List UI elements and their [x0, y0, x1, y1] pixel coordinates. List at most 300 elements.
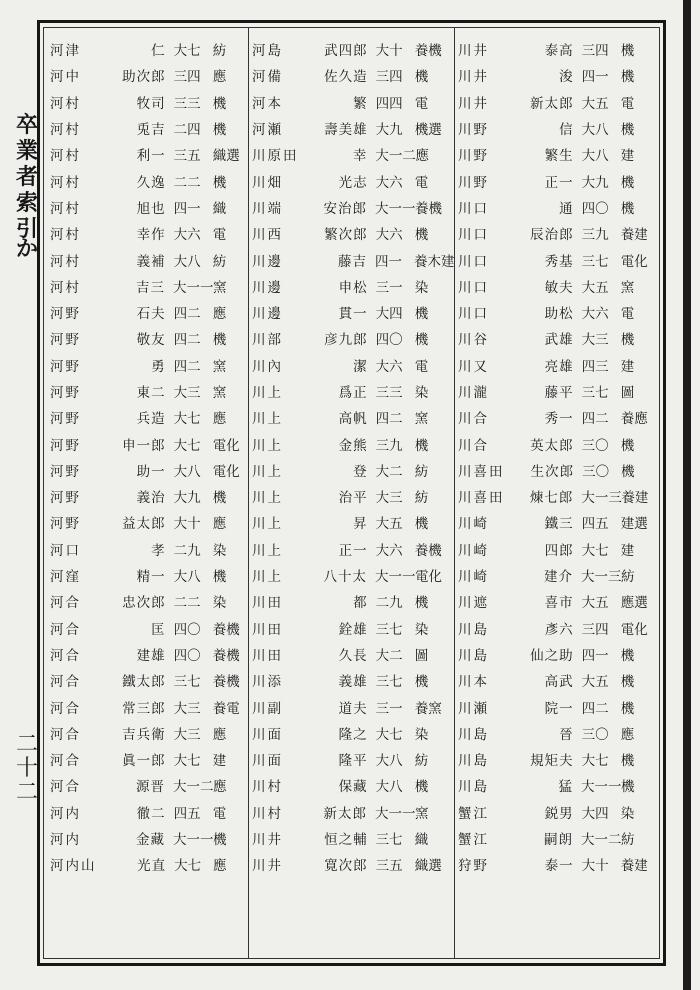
surname: 川合	[458, 411, 489, 428]
given-name: 金藏	[135, 832, 165, 849]
index-entry	[50, 430, 250, 456]
surname: 河野	[50, 516, 81, 533]
department: 染	[414, 279, 429, 296]
index-entry	[50, 562, 250, 588]
index-entry	[252, 457, 452, 483]
index-entry	[458, 483, 658, 509]
index-entry	[252, 667, 452, 693]
surname: 川田	[252, 621, 283, 638]
department: 機	[620, 674, 635, 691]
surname: 川本	[458, 674, 489, 691]
given-name: 武雄	[544, 332, 574, 349]
section-kana: か	[15, 236, 38, 262]
surname: 河村	[50, 148, 81, 165]
given-name: 高帆	[338, 411, 368, 428]
index-entry	[252, 720, 452, 746]
index-entry	[458, 220, 658, 246]
given-name: 忠次郎	[122, 595, 166, 612]
graduation-year: 大九	[173, 490, 201, 507]
index-entry	[458, 746, 658, 772]
index-entry	[50, 220, 250, 246]
index-entry	[50, 799, 250, 825]
given-name: 生次郎	[530, 463, 575, 480]
graduation-year: 三九	[581, 227, 609, 244]
given-name: 建介	[543, 569, 573, 586]
index-entry	[50, 746, 250, 772]
graduation-year: 大七	[173, 437, 201, 454]
graduation-year: 大七	[375, 726, 403, 743]
given-name: 都	[353, 595, 368, 612]
department: 窯	[212, 279, 227, 296]
graduation-year: 大一一	[172, 832, 214, 849]
graduation-year: 四五	[581, 516, 609, 533]
surname: 川上	[252, 516, 283, 533]
given-name: 喜市	[544, 595, 574, 612]
graduation-year: 大一一	[374, 200, 416, 217]
given-name: 晉	[559, 726, 574, 743]
index-entry	[252, 509, 452, 535]
graduation-year: 大二	[375, 463, 403, 480]
given-name: 繁次郎	[324, 227, 368, 244]
given-name: 常三郎	[122, 700, 166, 717]
given-name: 藤平	[544, 385, 574, 401]
given-name: 吉三	[135, 279, 165, 296]
department: 電	[212, 227, 227, 244]
given-name: 幸作	[136, 227, 166, 244]
given-name: 彦九郎	[324, 332, 368, 349]
surname: 河野	[50, 490, 81, 507]
graduation-year: 三七	[581, 253, 609, 270]
graduation-year: 四〇	[173, 647, 201, 664]
index-entry	[252, 299, 452, 325]
given-name: 兎吉	[136, 122, 166, 139]
index-entry	[50, 404, 250, 430]
given-name: 正一	[338, 542, 368, 559]
surname: 河合	[50, 726, 81, 743]
index-entry	[252, 89, 452, 115]
graduation-year: 大六	[173, 227, 201, 244]
given-name: 貫一	[338, 306, 368, 323]
graduation-year: 大五	[581, 95, 609, 112]
surname: 川上	[252, 490, 283, 507]
index-entry	[252, 378, 452, 404]
graduation-year: 四一	[173, 200, 201, 217]
department: 應選	[620, 595, 648, 612]
surname: 川上	[252, 463, 283, 480]
surname: 川井	[458, 95, 489, 112]
department: 應	[212, 411, 227, 428]
index-entry	[50, 299, 250, 325]
department: 機	[212, 832, 227, 849]
surname: 川田	[252, 647, 283, 664]
surname: 川原田	[252, 148, 299, 165]
index-entry	[50, 115, 250, 141]
given-name: 壽美雄	[324, 122, 368, 139]
graduation-year: 四一	[581, 69, 609, 86]
index-entry	[458, 615, 658, 641]
department: 養建	[621, 490, 649, 507]
graduation-year: 大一一	[374, 805, 416, 822]
graduation-year: 二九	[173, 542, 201, 559]
index-entry	[252, 62, 452, 88]
graduation-year: 大一一	[374, 569, 416, 586]
surname: 河村	[50, 227, 81, 244]
index-entry	[458, 141, 658, 167]
given-name: 兵造	[136, 411, 166, 428]
index-entry	[252, 167, 452, 193]
index-entry	[50, 246, 250, 272]
index-entry	[50, 457, 250, 483]
index-entry	[252, 772, 452, 798]
department: 窯	[414, 805, 429, 822]
surname: 川口	[458, 227, 489, 244]
graduation-year: 大九	[581, 174, 609, 191]
index-entry	[458, 588, 658, 614]
given-name: 正一	[544, 174, 574, 191]
surname: 河野	[50, 411, 81, 428]
department: 養建	[620, 858, 648, 875]
index-entry	[458, 378, 658, 404]
index-entry	[50, 667, 250, 693]
given-name: 隆平	[338, 753, 368, 770]
given-name: 昇	[353, 516, 368, 533]
given-name: 新太郎	[323, 805, 367, 822]
index-entry	[458, 772, 658, 798]
department: 機	[620, 753, 635, 770]
department: 機	[620, 437, 635, 454]
graduation-year: 四〇	[173, 621, 201, 638]
graduation-year: 三九	[375, 437, 403, 454]
department: 機	[620, 122, 635, 139]
department: 養機	[414, 542, 442, 559]
given-name: 亮雄	[544, 358, 574, 375]
index-entry	[252, 588, 452, 614]
surname: 川面	[252, 753, 283, 770]
graduation-year: 三七	[581, 385, 609, 401]
surname: 川邊	[252, 279, 283, 296]
department: 建選	[620, 516, 648, 533]
department: 機	[620, 200, 635, 217]
given-name: 佐久造	[324, 69, 368, 86]
given-name: 久逸	[136, 174, 166, 191]
given-name: 利一	[136, 148, 166, 165]
given-name: 彥六	[544, 621, 574, 638]
index-entry	[458, 167, 658, 193]
index-title: 卒 業 者 索 引	[15, 112, 38, 242]
index-entry	[50, 167, 250, 193]
given-name: 登	[353, 463, 368, 480]
given-name: 隆之	[338, 726, 368, 743]
surname: 川又	[458, 358, 489, 375]
surname: 川島	[458, 647, 489, 664]
surname: 河口	[50, 542, 81, 559]
surname: 川上	[252, 437, 283, 454]
graduation-year: 大一一	[172, 279, 214, 296]
graduation-year: 大四	[581, 805, 609, 822]
page-number: 二 十 二	[15, 732, 38, 805]
surname: 河中	[50, 69, 81, 86]
surname: 河村	[50, 200, 81, 217]
surname: 河津	[50, 43, 81, 60]
department: 養機	[414, 43, 442, 60]
given-name: 寛次郎	[324, 858, 368, 875]
department: 電化	[620, 253, 648, 270]
graduation-year: 大九	[375, 122, 403, 139]
index-entry	[458, 693, 658, 719]
index-entry	[252, 851, 452, 877]
graduation-year: 大七	[173, 753, 201, 770]
graduation-year: 大七	[581, 542, 609, 559]
department: 機	[620, 43, 635, 60]
department: 機	[620, 174, 635, 191]
given-name: 通	[559, 200, 574, 217]
surname: 川上	[252, 542, 283, 559]
graduation-year: 二四	[173, 122, 201, 139]
surname: 河野	[50, 463, 81, 480]
department: 電	[414, 174, 429, 191]
given-name: 四郎	[544, 542, 574, 559]
index-entry	[50, 89, 250, 115]
surname: 川崎	[458, 516, 489, 533]
department: 應	[212, 69, 227, 86]
graduation-year: 三三	[173, 95, 201, 112]
department: 織	[414, 832, 429, 849]
department: 應	[212, 726, 227, 743]
department: 紡	[620, 569, 635, 586]
surname: 川喜田	[458, 463, 505, 480]
given-name: 旭也	[136, 200, 166, 217]
surname: 河内	[50, 832, 81, 849]
surname: 河野	[50, 358, 81, 375]
index-entry	[50, 720, 250, 746]
given-name: 仁	[151, 43, 166, 60]
department: 紡	[212, 43, 227, 60]
department: 窯	[212, 385, 227, 401]
surname: 川添	[252, 674, 283, 691]
index-entry	[50, 693, 250, 719]
surname: 蟹江	[458, 805, 489, 822]
department: 建	[620, 148, 635, 165]
department: 機	[414, 332, 429, 349]
index-entry	[252, 404, 452, 430]
surname: 河内山	[50, 858, 97, 875]
surname: 川上	[252, 569, 283, 586]
graduation-year: 四一	[375, 253, 402, 270]
given-name: 源晋	[135, 779, 165, 796]
surname: 川口	[458, 253, 489, 270]
department: 應	[212, 779, 227, 796]
given-name: 助松	[544, 306, 574, 323]
index-entry	[458, 404, 658, 430]
graduation-year: 二九	[375, 595, 403, 612]
surname: 川邊	[252, 253, 283, 270]
graduation-year: 大三	[173, 700, 201, 717]
graduation-year: 大五	[375, 516, 403, 533]
department: 圖	[620, 385, 635, 401]
graduation-year: 大二	[375, 647, 403, 664]
graduation-year: 大一二	[580, 832, 622, 849]
surname: 川野	[458, 148, 489, 165]
index-entry	[50, 509, 250, 535]
given-name: 泰高	[544, 43, 574, 60]
department: 織選	[414, 858, 442, 875]
graduation-year: 大六	[581, 306, 609, 323]
index-entry	[252, 615, 452, 641]
surname: 川端	[252, 200, 283, 217]
department: 機	[414, 306, 429, 323]
index-entry	[458, 62, 658, 88]
surname: 川崎	[458, 569, 489, 586]
surname: 河野	[50, 437, 81, 454]
surname: 河野	[50, 306, 81, 323]
department: 機	[621, 463, 635, 480]
given-name: 久長	[338, 647, 368, 664]
department: 機	[414, 227, 429, 244]
department: 電化	[620, 621, 648, 638]
graduation-year: 大七	[173, 43, 201, 60]
graduation-year: 大三	[173, 726, 201, 743]
graduation-year: 大三	[173, 385, 201, 401]
department: 養機	[212, 647, 240, 664]
index-entry	[50, 615, 250, 641]
surname: 川井	[458, 69, 489, 86]
department: 染	[414, 385, 429, 401]
index-entry	[50, 141, 250, 167]
index-entry	[458, 325, 658, 351]
given-name: 規矩夫	[530, 753, 574, 770]
graduation-year: 大十	[173, 516, 201, 533]
surname: 河窪	[50, 569, 81, 586]
index-entry	[458, 194, 658, 220]
graduation-year: 大三	[581, 332, 609, 349]
index-entry	[50, 62, 250, 88]
department: 電化	[212, 437, 240, 454]
given-name: 恒之輔	[324, 832, 368, 849]
surname: 河内	[50, 805, 81, 822]
department: 機	[620, 647, 635, 664]
graduation-year: 四二	[581, 411, 609, 428]
surname: 川喜田	[458, 490, 505, 507]
graduation-year: 大八	[173, 253, 201, 270]
department: 機	[212, 569, 227, 586]
given-name: 猛	[558, 779, 573, 796]
given-name: 吉兵衛	[122, 726, 166, 743]
surname: 川內	[252, 358, 283, 375]
given-name: 金熊	[338, 437, 368, 454]
index-entry	[252, 36, 452, 62]
surname: 川島	[458, 753, 489, 770]
given-name: 東二	[136, 385, 166, 401]
index-entry	[252, 825, 452, 851]
surname: 河備	[252, 69, 283, 86]
graduation-year: 三一	[375, 279, 403, 296]
index-entry	[252, 536, 452, 562]
surname: 川畑	[252, 174, 283, 191]
index-entry	[252, 430, 452, 456]
graduation-year: 三〇	[581, 726, 609, 743]
department: 紡	[414, 490, 429, 507]
column-divider	[454, 28, 455, 958]
given-name: 申松	[338, 279, 368, 296]
given-name: 精一	[136, 569, 166, 586]
department: 機	[414, 516, 429, 533]
given-name: 仙之助	[530, 647, 574, 664]
department: 建	[620, 358, 635, 375]
surname: 川村	[252, 805, 283, 822]
graduation-year: 大一三	[581, 490, 622, 507]
surname: 川合	[458, 437, 489, 454]
given-name: 嗣朗	[543, 832, 573, 849]
surname: 川遮	[458, 595, 489, 612]
given-name: 石夫	[136, 306, 166, 323]
index-entry	[458, 352, 658, 378]
given-name: 義雄	[338, 674, 368, 691]
surname: 川村	[252, 779, 283, 796]
given-name: 敏夫	[544, 279, 574, 296]
department: 染	[414, 621, 429, 638]
given-name: 光志	[338, 174, 368, 191]
surname: 河野	[50, 332, 81, 349]
department: 染	[620, 805, 635, 822]
surname: 川谷	[458, 332, 489, 349]
index-entry	[252, 746, 452, 772]
graduation-year: 三四	[581, 621, 609, 638]
graduation-year: 三〇	[582, 463, 610, 480]
surname: 狩野	[458, 858, 489, 875]
surname: 河合	[50, 595, 81, 612]
graduation-year: 大八	[581, 122, 609, 139]
given-name: 義治	[136, 490, 166, 507]
given-name: 道夫	[338, 700, 368, 717]
department: 紡	[414, 753, 429, 770]
graduation-year: 大五	[581, 595, 609, 612]
given-name: 鐵三	[544, 516, 574, 533]
index-entry	[458, 457, 658, 483]
given-name: 煉七郎	[529, 490, 574, 507]
graduation-year: 三四	[375, 69, 403, 86]
department: 電	[414, 95, 429, 112]
index-entry	[50, 641, 250, 667]
index-entry	[50, 536, 250, 562]
index-entry	[252, 194, 452, 220]
department: 機	[212, 490, 227, 507]
graduation-year: 三五	[173, 148, 201, 165]
department: 窯	[414, 411, 429, 428]
department: 應	[415, 148, 429, 165]
index-entry	[458, 115, 658, 141]
given-name: 助一	[136, 463, 166, 480]
department: 圖	[414, 647, 429, 664]
department: 電化	[414, 569, 442, 586]
department: 機	[212, 174, 227, 191]
graduation-year: 四五	[173, 805, 201, 822]
graduation-year: 大一一	[580, 779, 622, 796]
graduation-year: 大六	[375, 174, 403, 191]
department: 電	[212, 805, 227, 822]
surname: 川口	[458, 306, 489, 323]
graduation-year: 四〇	[581, 200, 609, 217]
department: 染	[212, 595, 227, 612]
graduation-year: 四四	[375, 95, 403, 112]
department: 織	[212, 200, 227, 217]
index-entry	[252, 273, 452, 299]
index-entry	[252, 325, 452, 351]
graduation-year: 三七	[173, 674, 201, 691]
surname: 川井	[252, 832, 283, 849]
department: 機選	[414, 122, 442, 139]
graduation-year: 三四	[173, 69, 201, 86]
department: 紡	[620, 832, 635, 849]
